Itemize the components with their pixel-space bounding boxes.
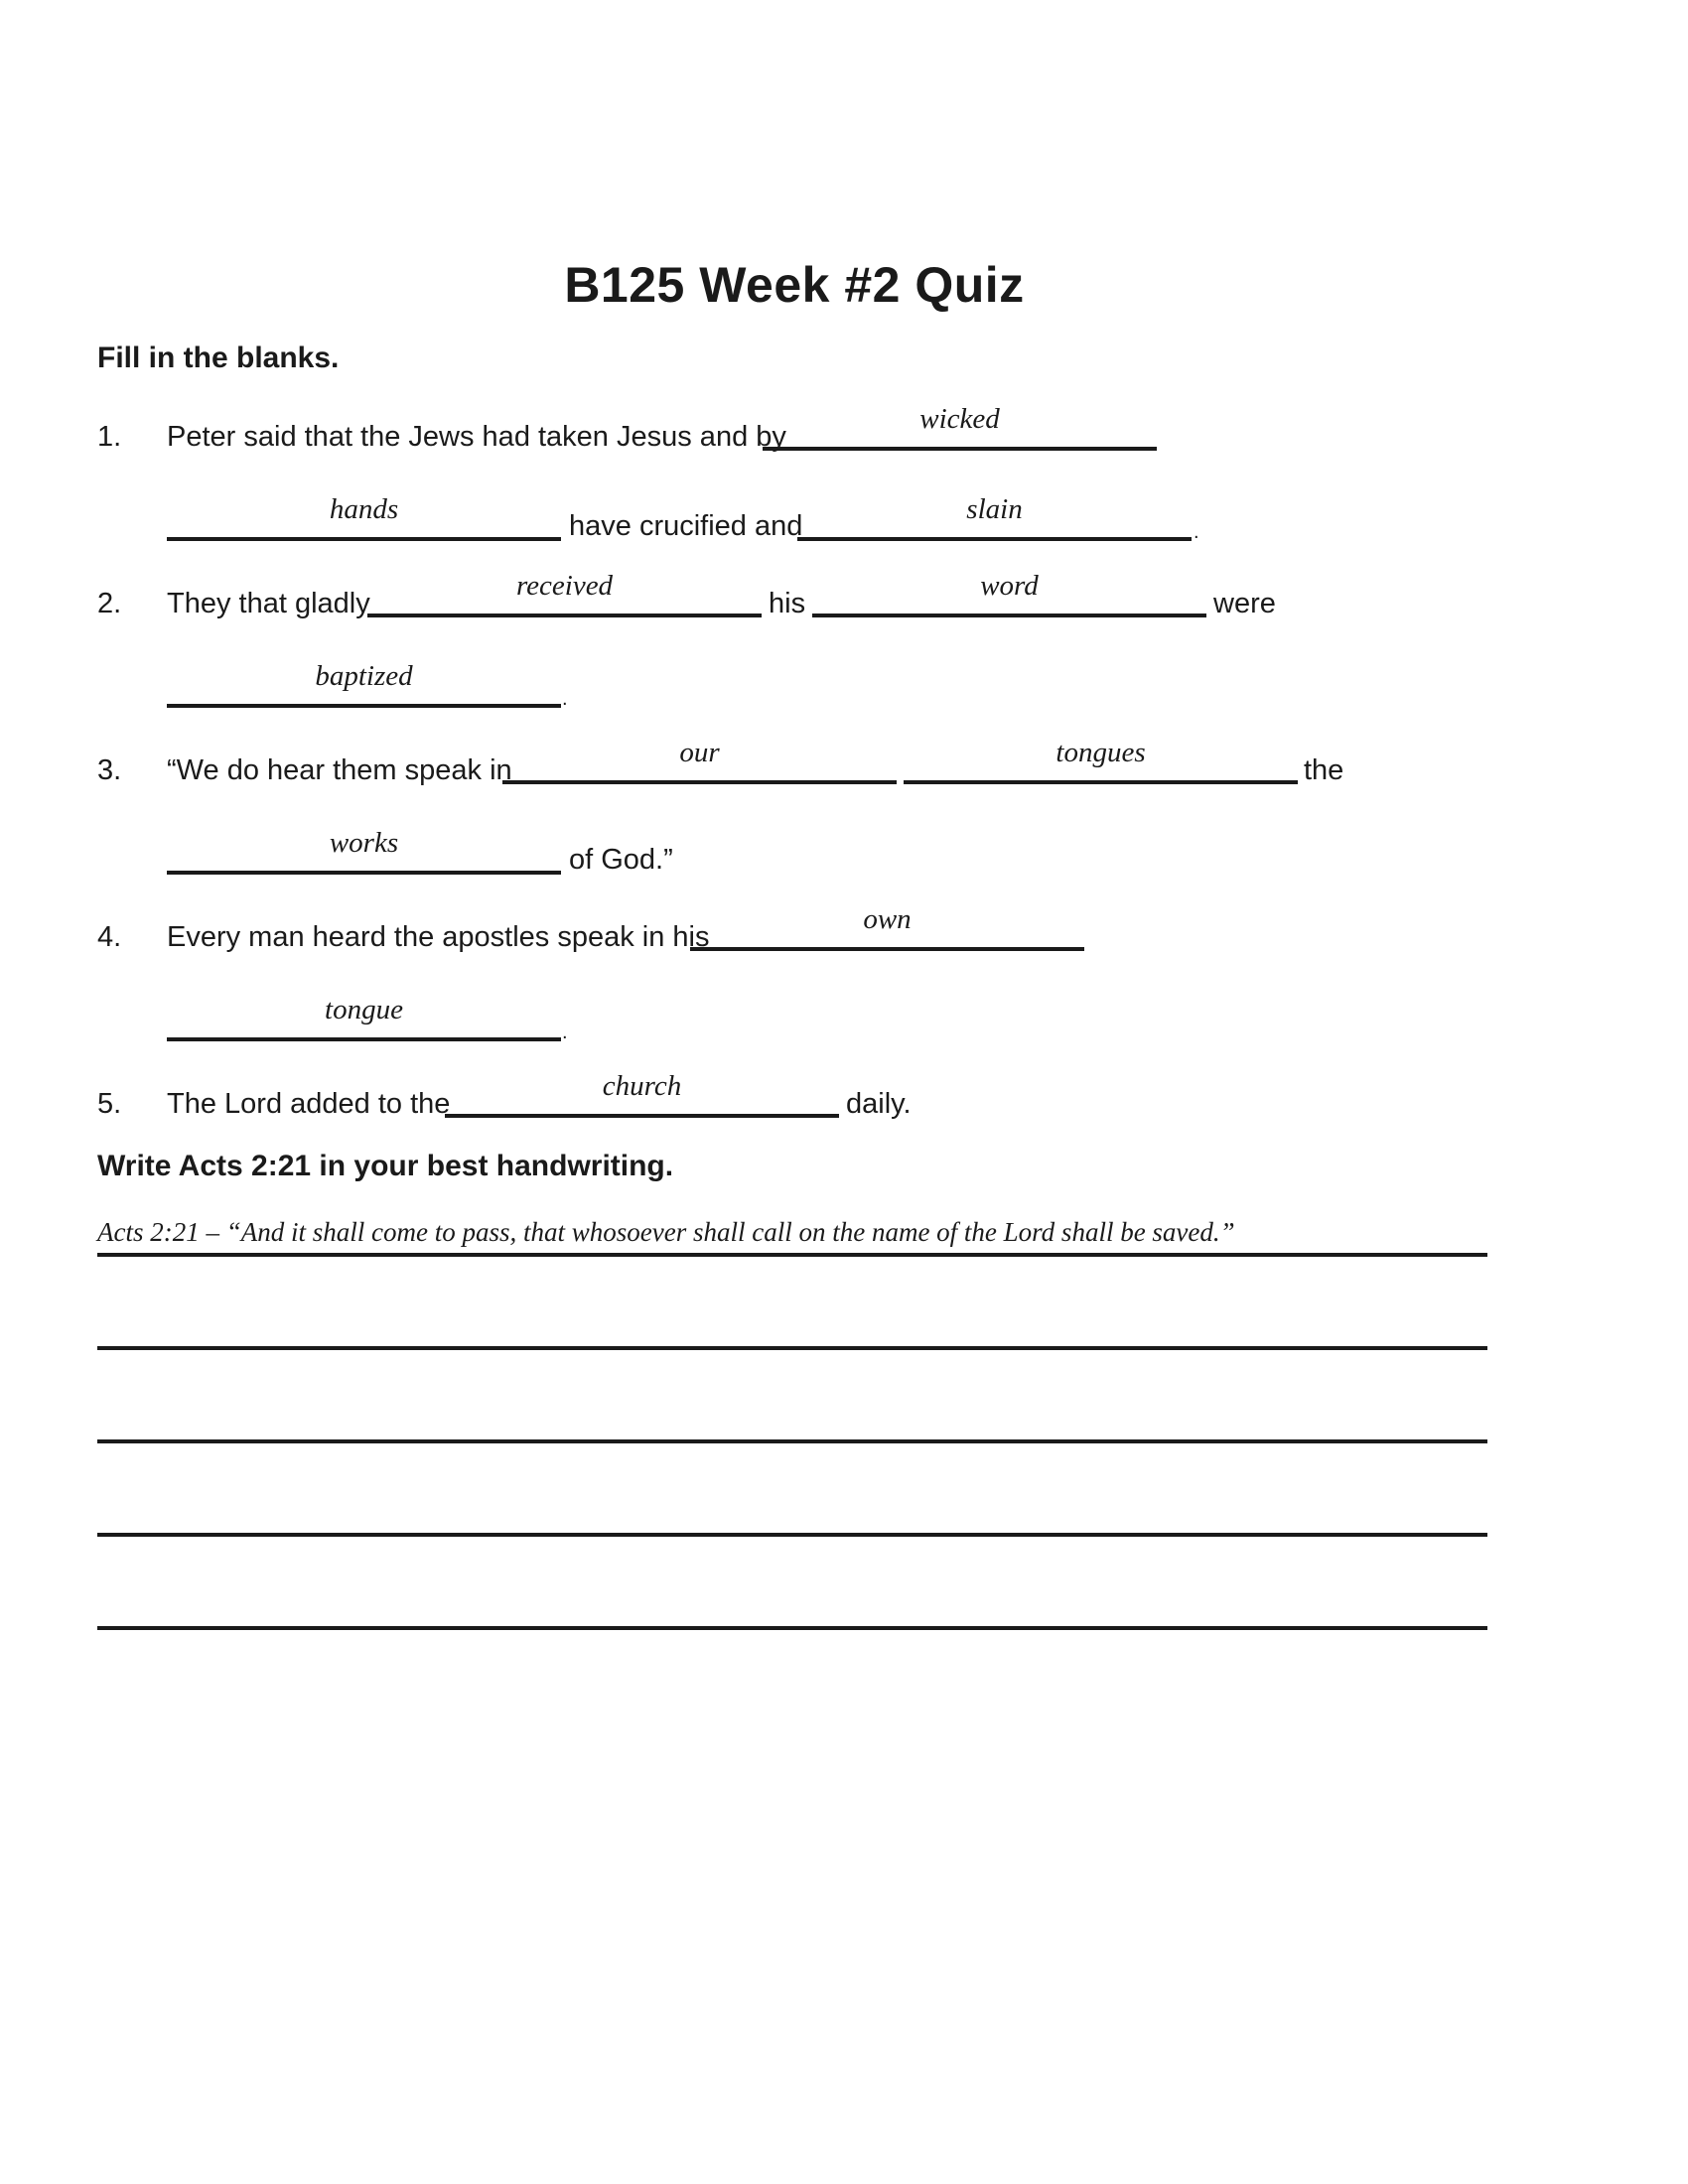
writing-line[interactable] xyxy=(97,1439,1487,1443)
verse-text: Acts 2:21 – “And it shall come to pass, that whosoever shall call on the name of the Lord shall be saved.” xyxy=(97,1217,1235,1247)
answer-blank[interactable] xyxy=(167,660,561,708)
answer-blank[interactable] xyxy=(167,493,561,541)
answer-text: own xyxy=(863,903,912,935)
question-text: of God.” xyxy=(569,844,673,876)
answer-text: works xyxy=(329,827,399,859)
answer-blank[interactable] xyxy=(904,737,1298,784)
answer-blank[interactable] xyxy=(367,570,762,617)
quiz-title: B125 Week #2 Quiz xyxy=(564,257,1025,313)
writing-line[interactable] xyxy=(97,1253,1487,1257)
question-number: 3. xyxy=(97,754,122,786)
question-text: Every man heard the apostles speak in his xyxy=(167,921,710,953)
question-number: 4. xyxy=(97,921,122,953)
answer-blank[interactable] xyxy=(167,994,561,1041)
answer-text: wicked xyxy=(919,403,1000,435)
question-text: his xyxy=(769,588,806,619)
answer-text: received xyxy=(515,570,614,602)
answer-text: baptized xyxy=(315,660,413,692)
writing-line[interactable] xyxy=(97,1533,1487,1537)
answer-blank[interactable] xyxy=(797,493,1192,541)
answer-blank[interactable] xyxy=(502,737,897,784)
answer-blank[interactable] xyxy=(812,570,1206,617)
writing-line[interactable] xyxy=(97,1346,1487,1350)
answer-text: tongues xyxy=(1055,737,1146,768)
question-text: were xyxy=(1213,588,1276,619)
answer-text: tongue xyxy=(325,994,403,1025)
handwriting-heading: Write Acts 2:21 in your best handwriting. xyxy=(97,1150,674,1182)
question-number: 2. xyxy=(97,588,122,619)
answer-blank[interactable] xyxy=(690,903,1084,951)
question-number: 1. xyxy=(97,421,122,453)
answer-text: hands xyxy=(329,493,399,525)
writing-line[interactable] xyxy=(97,1626,1487,1630)
question-text: They that gladly xyxy=(167,588,370,619)
answer-blank[interactable] xyxy=(445,1070,839,1118)
period: . xyxy=(562,688,568,710)
answer-text: church xyxy=(602,1070,682,1102)
answer-text: word xyxy=(980,570,1039,602)
question-text: daily. xyxy=(846,1088,912,1120)
question-number: 5. xyxy=(97,1088,122,1120)
question-text: have crucified and xyxy=(569,510,803,542)
answer-blank[interactable] xyxy=(167,827,561,875)
period: . xyxy=(562,1022,568,1043)
question-text: The Lord added to the xyxy=(167,1088,451,1120)
question-text: Peter said that the Jews had taken Jesus and by xyxy=(167,421,786,453)
question-text: “We do hear them speak in xyxy=(167,754,512,786)
period: . xyxy=(1194,521,1199,543)
answer-text: our xyxy=(679,737,720,768)
fill-in-heading: Fill in the blanks. xyxy=(97,341,340,374)
answer-text: slain xyxy=(966,493,1023,525)
answer-blank[interactable] xyxy=(763,403,1157,451)
question-text: the xyxy=(1304,754,1344,786)
